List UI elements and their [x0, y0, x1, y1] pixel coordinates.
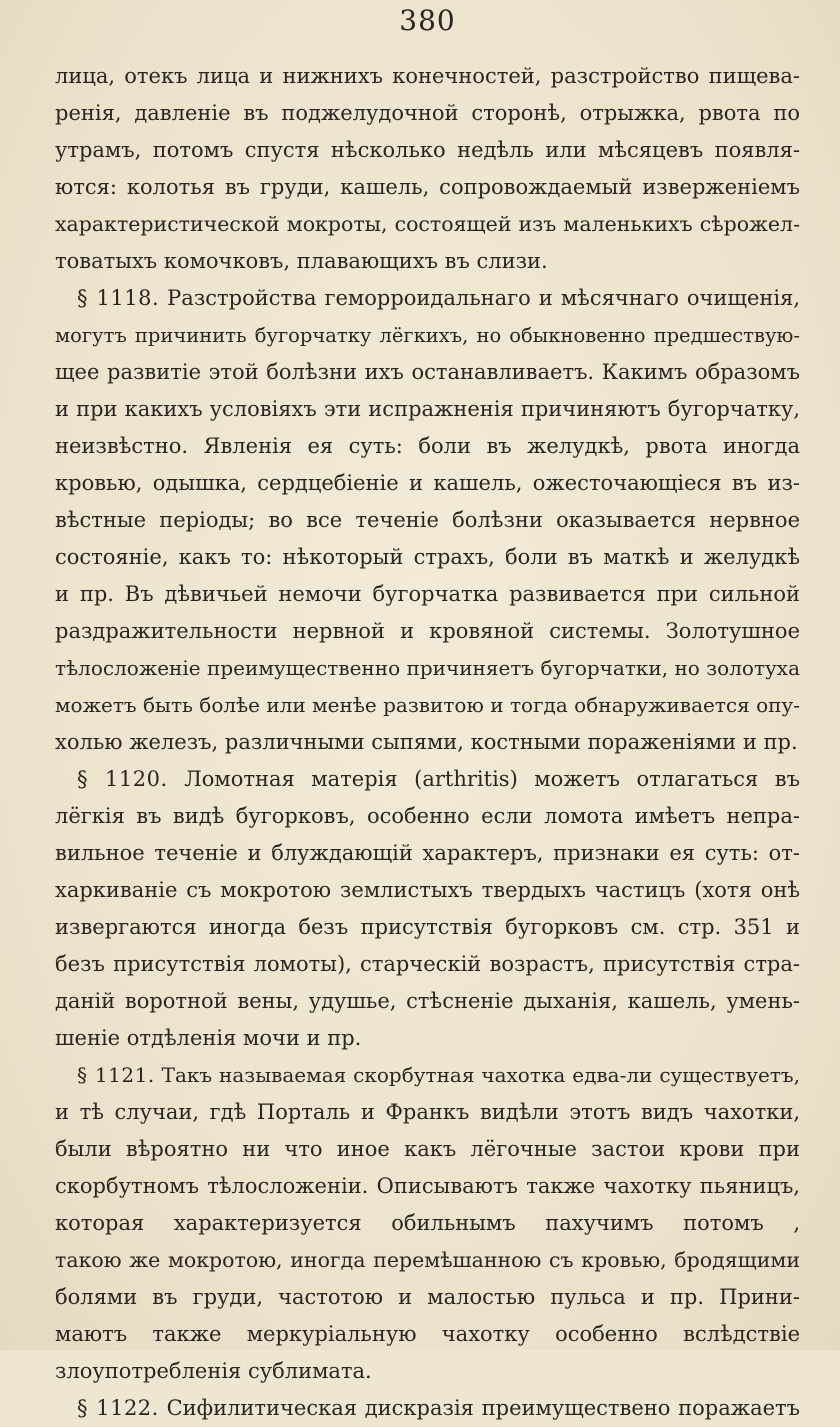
- text-line: [55, 1168, 800, 1205]
- text-line: [55, 206, 800, 243]
- text-line: [55, 317, 800, 354]
- line-text: холью железъ, различными сыпями, костными пораженіями и пр.: [55, 730, 798, 754]
- line-text: ются: колотья въ груди, кашель, сопровождаемый изверженіемъ: [55, 175, 800, 199]
- text-line: [55, 576, 800, 613]
- line-text: щее развитіе этой болѣзни ихъ останавливаетъ. Какимъ образомъ: [55, 360, 800, 384]
- line-text: шеніе отдѣленія мочи и пр.: [55, 1026, 362, 1050]
- text-line: [55, 1353, 800, 1390]
- text-line: [55, 502, 800, 539]
- section-number: § 1118.: [77, 286, 160, 310]
- line-text: и пр. Въ дѣвичьей немочи бугорчатка развивается при сильной: [55, 582, 800, 606]
- line-text: можетъ быть болѣе или менѣе развитою и тогда обнаруживается опу-: [55, 693, 800, 717]
- line-text: и тѣ случаи, гдѣ Порталь и Франкъ видѣли этотъ видъ чахотки,: [55, 1100, 800, 1124]
- line-text: состояніе, какъ то: нѣкоторый страхъ, боли въ маткѣ и желудкѣ: [55, 545, 800, 569]
- line-text: харкиваніе съ мокротою землистыхъ твердыхъ частицъ (хотя онѣ: [55, 878, 800, 902]
- text-line: [55, 724, 800, 761]
- text-line: [55, 983, 800, 1020]
- section-number: § 1121.: [77, 1063, 155, 1087]
- line-text: лёгкія въ видѣ бугорковъ, особенно если ломота имѣетъ непра-: [55, 804, 800, 828]
- line-text: вильное теченіе и блуждающій характеръ, признаки ея суть: от-: [55, 841, 800, 865]
- line-text: товатыхъ комочковъ, плавающихъ въ слизи.: [55, 249, 548, 273]
- section-start-line: [55, 761, 800, 798]
- line-text: могутъ причинить бугорчатку лёгкихъ, но обыкновенно предшествую-: [55, 324, 800, 347]
- text-line: [55, 465, 800, 502]
- line-text: болями въ груди, частотою и малостью пульса и пр. Прини-: [55, 1285, 800, 1309]
- text-line: [55, 1020, 800, 1057]
- line-text: такою же мокротою, иногда перемѣшанною съ кровью, бродящими: [55, 1248, 800, 1272]
- text-line: [55, 243, 800, 280]
- line-text: извергаются иногда безъ присутствія бугорковъ см. стр. 351 и: [55, 915, 800, 939]
- text-line: [55, 687, 800, 724]
- text-line: [55, 1279, 800, 1316]
- section-number: § 1120.: [77, 767, 168, 791]
- line-text: скорбутномъ тѣлосложеніи. Описываютъ также чахотку пьяницъ,: [55, 1174, 800, 1198]
- text-line: [55, 1094, 800, 1131]
- text-line: [55, 613, 800, 650]
- text-line: [55, 169, 800, 206]
- line-text: вѣстные періоды; во все теченіе болѣзни оказывается нервное: [55, 508, 800, 532]
- page-number: 380: [399, 4, 456, 37]
- line-text: злоупотребленія сублимата.: [55, 1359, 372, 1383]
- line-text: были вѣроятно ни что иное какъ лёгочные застои крови при: [55, 1137, 800, 1161]
- text-line: [55, 835, 800, 872]
- line-text: маютъ также меркуріальную чахотку особенно вслѣдствіе: [55, 1322, 800, 1346]
- section-start-line: [55, 280, 800, 317]
- section-start-line: [55, 1057, 800, 1094]
- text-line: [55, 539, 800, 576]
- line-text: раздражительности нервной и кровяной системы. Золотушное: [55, 619, 800, 643]
- text-line: [55, 946, 800, 983]
- line-text: Сифилитическая дискразія преимуществено поражаетъ: [166, 1396, 800, 1420]
- section-number: § 1122.: [77, 1396, 159, 1420]
- text-line: [55, 650, 800, 687]
- text-line: [55, 909, 800, 946]
- line-text: безъ присутствія ломоты), старческій возрастъ, присутствія стра-: [55, 952, 800, 976]
- line-text: и при какихъ условіяхъ эти испражненія причиняютъ бугорчатку,: [55, 397, 800, 421]
- line-text: которая характеризуется обильнымъ пахучимъ потомъ ,: [55, 1211, 800, 1235]
- text-line: [55, 1242, 800, 1279]
- line-text: Разстройства геморроидальнаго и мѣсячнаго очищенія,: [167, 286, 800, 310]
- line-text: лица, отекъ лица и нижнихъ конечностей, разстройство пищева-: [55, 64, 800, 88]
- line-text: Такъ называемая скорбутная чахотка едва-ли существуетъ,: [161, 1063, 800, 1087]
- line-text: утрамъ, потомъ спустя нѣсколько недѣль или мѣсяцевъ появля-: [55, 138, 800, 162]
- text-line: [55, 1131, 800, 1168]
- line-text: Ломотная матерія (arthritis) можетъ отлагаться въ: [184, 767, 800, 791]
- line-text: неизвѣстно. Явленія ея суть: боли въ желудкѣ, рвота иногда: [55, 434, 800, 458]
- line-text: характеристической мокроты, состоящей изъ маленькихъ сѣрожел-: [55, 212, 800, 236]
- text-line: [55, 1316, 800, 1353]
- text-line: [55, 798, 800, 835]
- line-text: даній воротной вены, удушье, стѣсненіе дыханія, кашель, умень-: [55, 989, 800, 1013]
- page-body-text: [55, 58, 800, 1427]
- text-line: [55, 391, 800, 428]
- text-line: [55, 132, 800, 169]
- line-text: ренія, давленіе въ поджелудочной сторонѣ, отрыжка, рвота по: [55, 101, 800, 125]
- line-text: тѣлосложеніе преимущественно причиняетъ бугорчатки, но золотуха: [55, 656, 800, 680]
- text-line: [55, 872, 800, 909]
- text-line: [55, 354, 800, 391]
- text-line: [55, 1205, 800, 1242]
- section-start-line: [55, 1390, 800, 1427]
- text-line: [55, 95, 800, 132]
- text-line: [55, 58, 800, 95]
- text-line: [55, 428, 800, 465]
- line-text: кровью, одышка, сердцебіеніе и кашель, ожесточающіеся въ из-: [55, 471, 800, 495]
